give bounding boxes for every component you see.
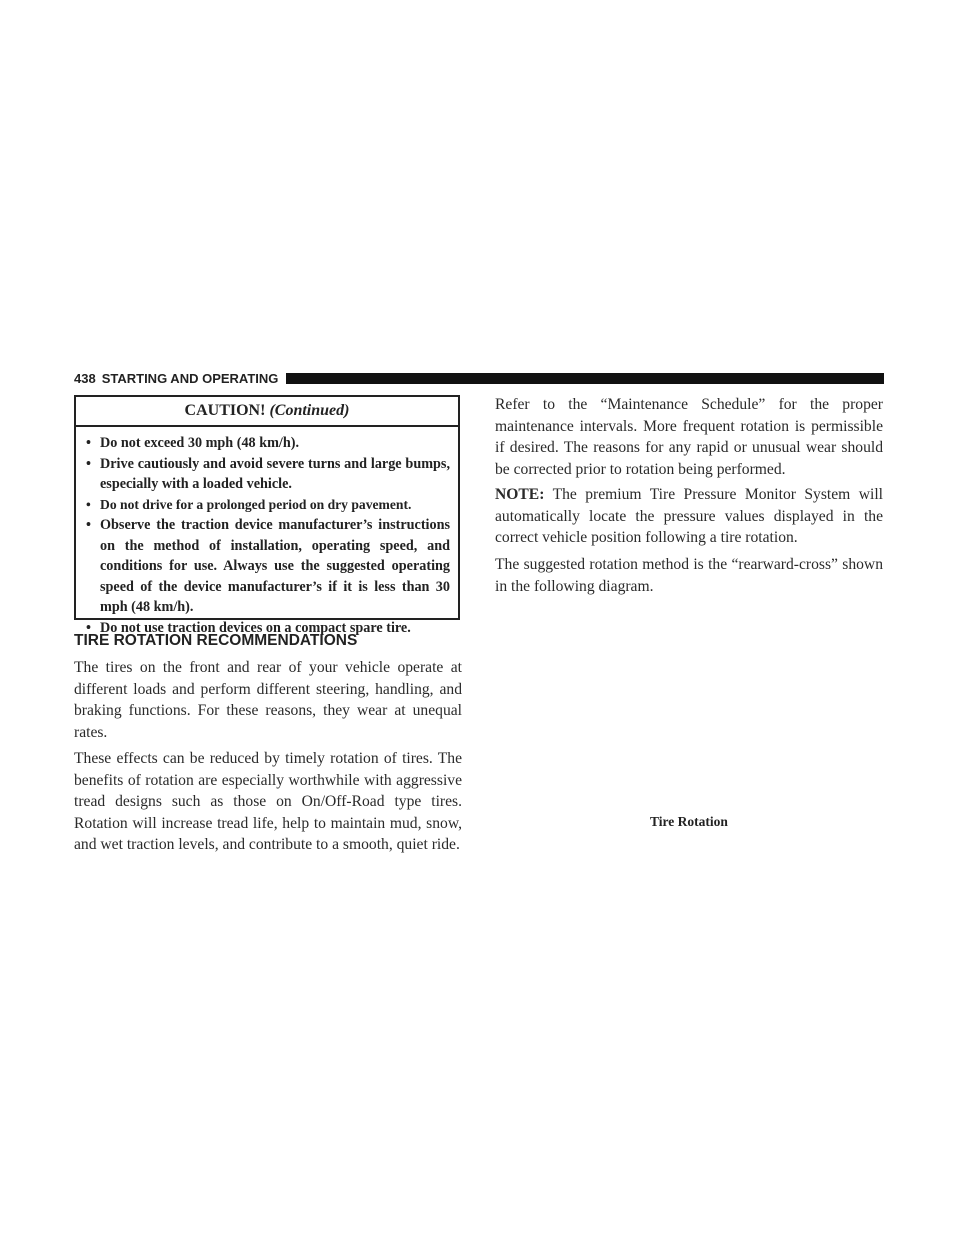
section-title: STARTING AND OPERATING <box>101 370 279 386</box>
caution-continued: (Continued) <box>269 402 350 419</box>
body-paragraph: Refer to the “Maintenance Schedule” for the proper maintenance intervals. More frequent rotation is permissible if desired. The reasons for any rapid or unusual wear should be corrected prior to rotation being performed. <box>495 396 883 478</box>
bullet-icon: • <box>86 435 91 451</box>
bullet-icon: • <box>86 496 91 512</box>
header-rule <box>286 373 884 384</box>
caution-item: • Drive cautiously and avoid severe turns and large bumps, especially with a loaded vehicle. <box>86 455 450 492</box>
body-paragraph: The tires on the front and rear of your vehicle operate at different loads and perform different steering, handling, and braking functions. For these reasons, they wear at unequal rates. <box>74 659 462 741</box>
caution-box <box>74 395 460 636</box>
caution-item: • Do not use traction devices on a compact spare tire. <box>86 618 450 639</box>
body-paragraph: The suggested rotation method is the “rearward-cross” shown in the following diagram. <box>495 556 883 595</box>
page-number: 438 <box>74 370 96 386</box>
bullet-icon: • <box>86 517 91 533</box>
caution-item: • Do not drive for a prolonged period on dry pavement. <box>86 495 450 516</box>
caution-item: • Do not exceed 30 mph (48 km/h). <box>86 433 450 454</box>
body-paragraph: These effects can be reduced by timely rotation of tires. The benefits of rotation are especially worthwhile with aggressive tread designs such as those on On/Off-Road type tires. Rotation will increase tread life, help to maintain mud, snow, and wet traction levels, and contribute to a smooth, quiet ride. <box>74 750 462 854</box>
section-heading: TIRE ROTATION RECOMMENDATIONS <box>74 632 358 649</box>
page-header <box>74 370 884 386</box>
caution-header <box>76 397 458 427</box>
caution-item: • Observe the traction device manufacturer’s instructions on the method of installation, operating speed, and conditions for use. Always use the suggested operating speed of the device manufacturer’s if it is less than 30 mph (48 km/h). <box>86 517 450 615</box>
caution-list <box>76 427 458 638</box>
note-paragraph <box>495 484 883 549</box>
note-label: NOTE: <box>495 486 545 503</box>
caution-title: CAUTION! <box>184 402 266 419</box>
bullet-icon: • <box>86 619 91 636</box>
figure-caption: Tire Rotation <box>650 814 728 829</box>
note-text: The premium Tire Pressure Monitor System will automatically locate the pressure values displayed in the correct vehicle position following a tire rotation. <box>495 486 884 547</box>
bullet-icon: • <box>86 455 91 472</box>
